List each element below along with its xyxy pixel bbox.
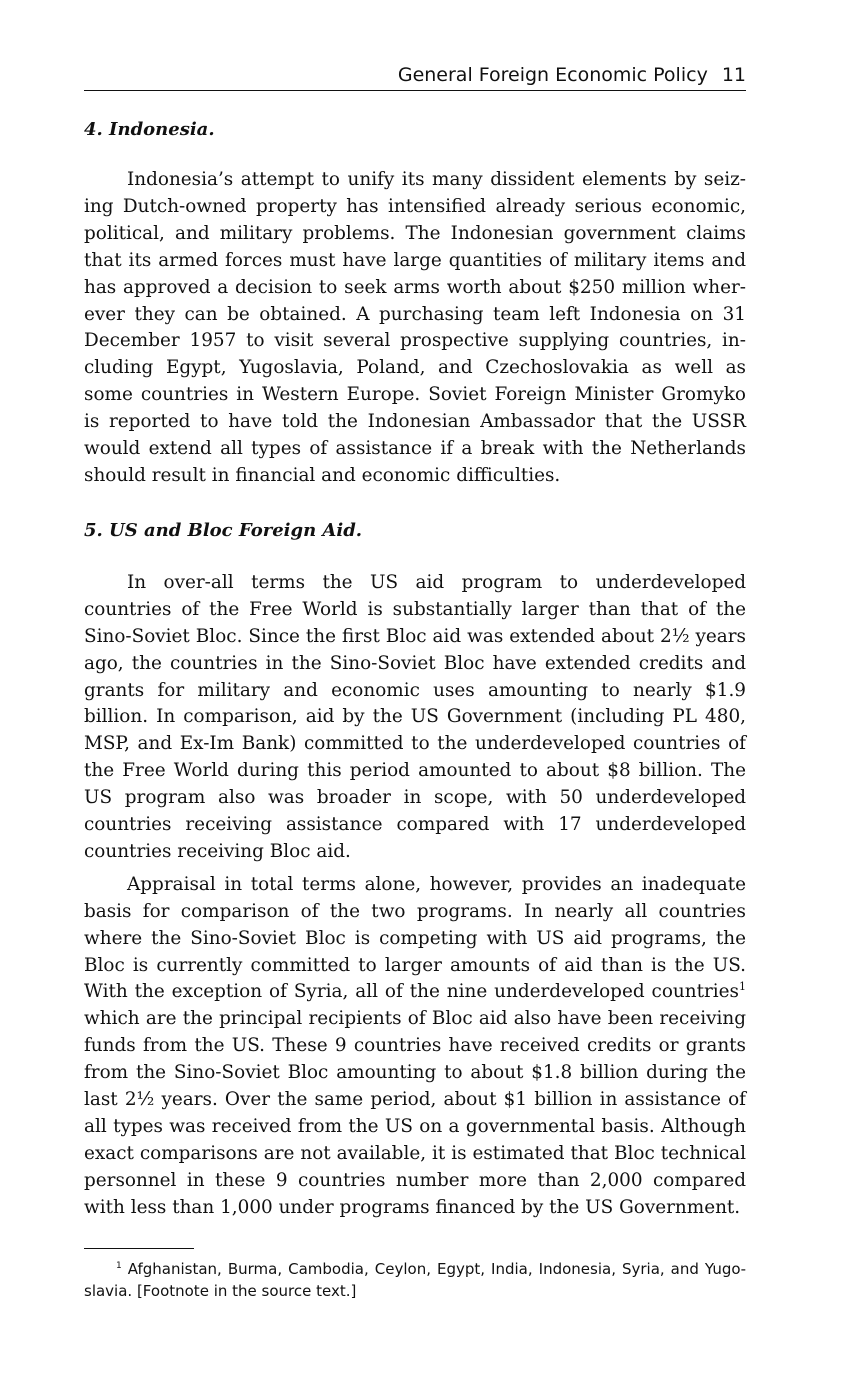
appraisal-text-after: which are the principal recipients of Bloc aid also have been receiving funds from the US. These 9 countries have received credits or grants from the Sino-Soviet Bloc amounting to about $1.8 billion during the last 2½ years. Over the same period, about $1 billion in assistance of all types was received from the US on a governmental basis. Although exact comparisons are not available, it is estimated that Bloc technical personnel in these 9 countries number more than 2,000 compared with less than 1,000 under programs financed by the US Government. bbox=[84, 1008, 746, 1218]
footnote-marker: 1 bbox=[116, 1260, 122, 1271]
footnote-divider bbox=[84, 1248, 194, 1249]
header-title: General Foreign Economic Policy bbox=[397, 64, 708, 86]
footnote bbox=[84, 1258, 746, 1302]
page-number: 11 bbox=[721, 64, 746, 86]
running-header bbox=[84, 62, 746, 91]
section-heading-us-bloc-aid: 5. US and Bloc Foreign Aid. bbox=[84, 519, 363, 541]
footnote-reference[interactable]: 1 bbox=[739, 980, 746, 994]
footnote-text: Afghanistan, Burma, Cambodia, Ceylon, Egypt, India, Indonesia, Syria, and Yugoslavia. [Footnote in the source text.] bbox=[84, 1259, 746, 1300]
appraisal-text-before: Appraisal in total terms alone, however, provides an inadequate basis for comparison of the two programs. In nearly all countries where the Sino-Soviet Bloc is competing with US aid programs, the Bloc is currently committed to larger amounts of aid than is the US. With the exception of Syria, all of the nine underdeveloped countries bbox=[84, 873, 746, 1003]
document-page bbox=[84, 62, 746, 1302]
section-heading-indonesia: 4. Indonesia. bbox=[84, 119, 215, 140]
paragraph-aid-overview: In over-all terms the US aid program to underdeveloped countries of the Free World is substantially larger than that of the Sino-Soviet Bloc. Since the first Bloc aid was extended about 2½ years ago, the countries in the Sino-Soviet Bloc have extended credits and grants for military and economic uses amounting to nearly $1.9 billion. In comparison, aid by the US Government (including PL 480, MSP, and Ex-Im Bank) committed to the underdeveloped countries of the Free World during this period amounted to about $8 billion. The US program also was broader in scope, with 50 underdeveloped countries receiving assistance compared with 17 underdeveloped countries receiving Bloc aid. bbox=[84, 571, 746, 862]
paragraph-aid-appraisal bbox=[84, 872, 746, 1222]
paragraph-indonesia: Indonesia’s attempt to unify its many dissident elements by seizing Dutch-owned property has intensified already serious economic, political, and military problems. The Indonesian government claims that its armed forces must have large quantities of military items and has approved a decision to seek arms worth about $250 million wherever they can be obtained. A purchasing team left Indonesia on 31 December 1957 to visit several prospective supplying countries, including Egypt, Yugoslavia, Poland, and Czechoslovakia as well as some countries in Western Europe. Soviet Foreign Minister Gromyko is reported to have told the Indonesian Ambassador that the USSR would extend all types of assistance if a break with the Netherlands should result in financial and economic difficulties. bbox=[84, 169, 746, 486]
